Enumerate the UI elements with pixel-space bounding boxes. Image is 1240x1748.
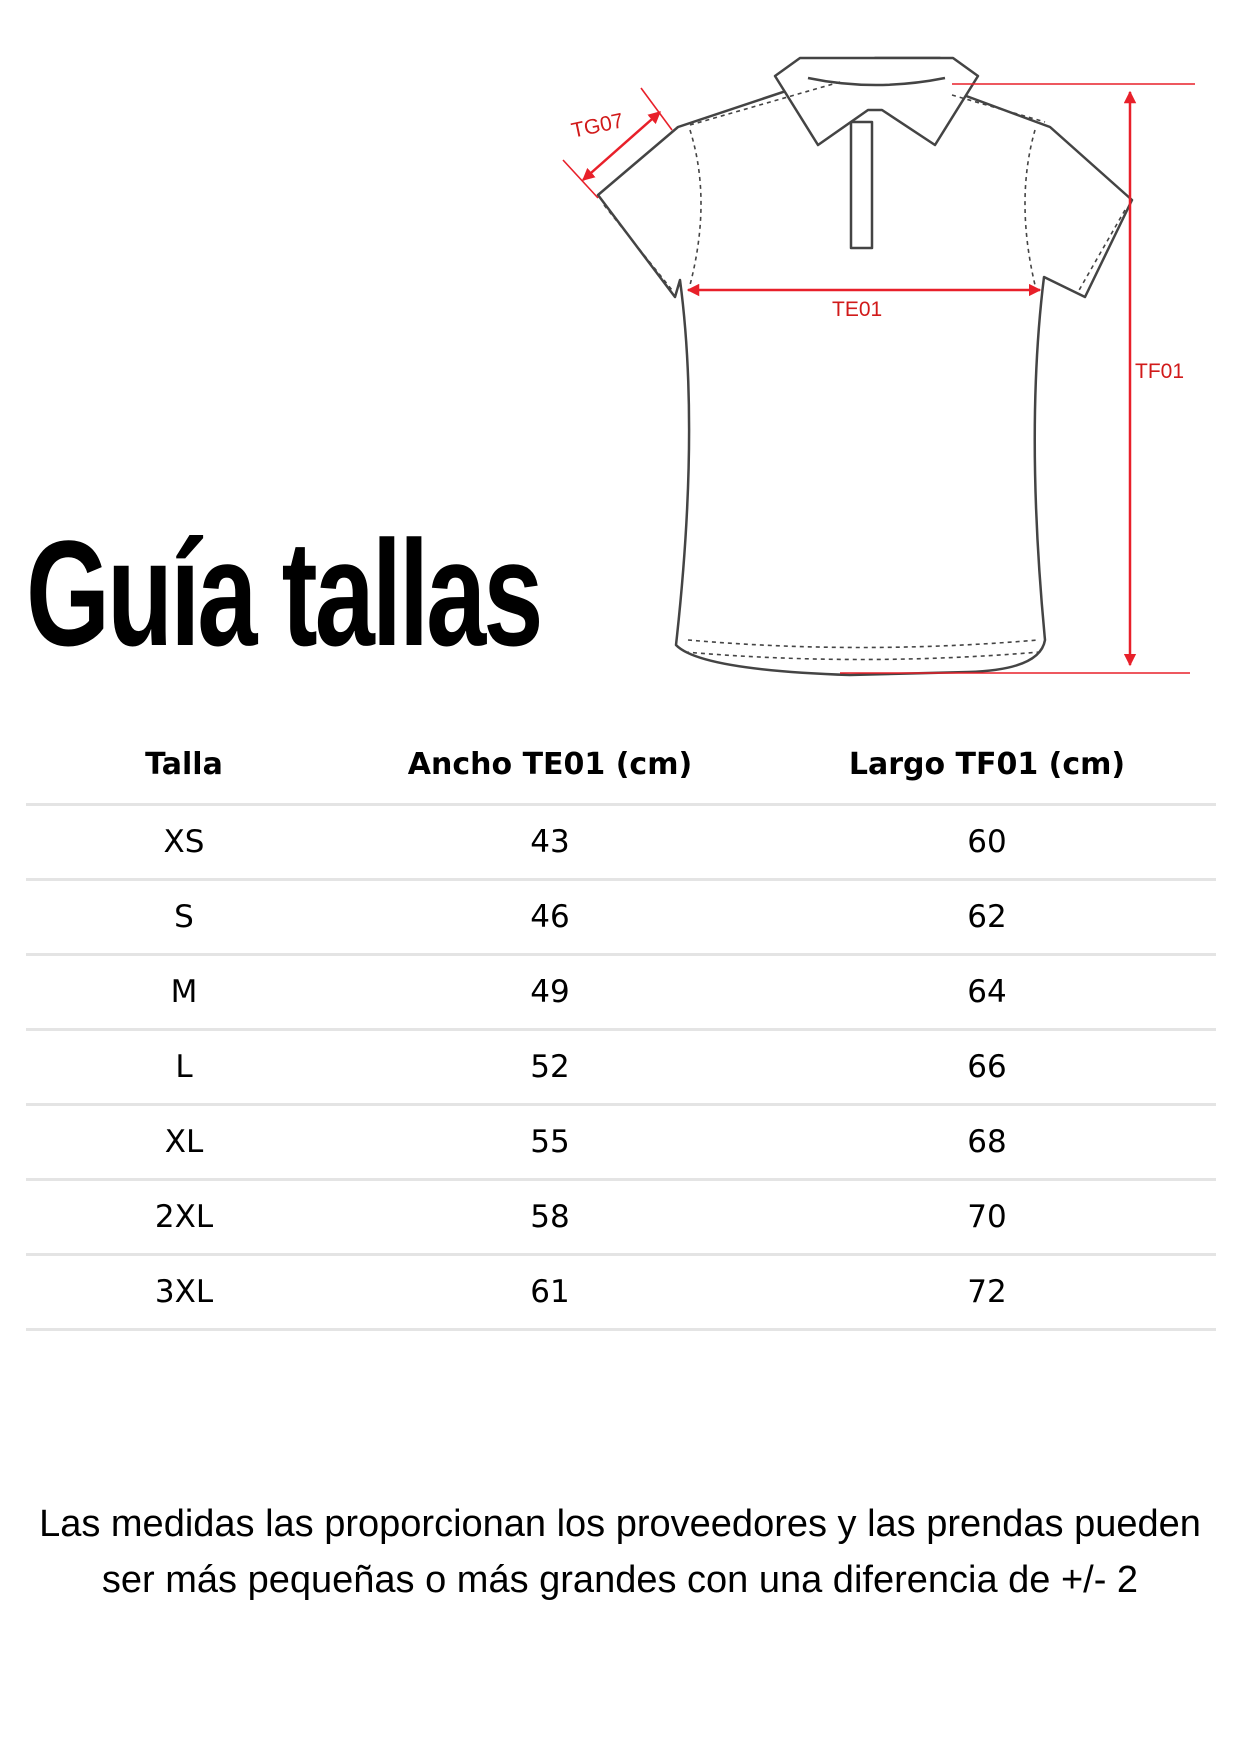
sleeve-label: TG07 (569, 109, 626, 143)
cell-length: 70 (967, 1199, 1007, 1235)
cell-width: 46 (530, 899, 570, 935)
table-row (26, 1031, 1216, 1106)
table-row (26, 956, 1216, 1031)
cell-size: M (170, 974, 198, 1010)
cell-size: 2XL (154, 1199, 214, 1235)
cell-size: S (174, 899, 194, 935)
size-table (26, 725, 1216, 1331)
header-width: Ancho TE01 (cm) (407, 746, 693, 782)
page-title: Guía tallas (26, 509, 541, 677)
cell-width: 43 (530, 824, 570, 860)
length-label: TF01 (1135, 360, 1185, 383)
cell-size: L (175, 1049, 193, 1085)
header-length: Largo TF01 (cm) (848, 746, 1126, 782)
cell-length: 68 (967, 1124, 1007, 1160)
table-row (26, 1256, 1216, 1331)
cell-size: XL (164, 1124, 204, 1160)
cell-length: 60 (967, 824, 1007, 860)
table-row (26, 1181, 1216, 1256)
width-label: TE01 (832, 298, 883, 321)
table-header-row (26, 725, 1216, 806)
cell-size: 3XL (154, 1274, 214, 1310)
cell-size: XS (163, 824, 205, 860)
cell-width: 61 (530, 1274, 570, 1310)
table-row (26, 881, 1216, 956)
cell-width: 58 (530, 1199, 570, 1235)
cell-width: 55 (530, 1124, 570, 1160)
cell-length: 66 (967, 1049, 1007, 1085)
cell-width: 52 (530, 1049, 570, 1085)
cell-width: 49 (530, 974, 570, 1010)
cell-length: 64 (967, 974, 1007, 1010)
shirt-outline (598, 58, 1132, 675)
header-size: Talla (145, 746, 223, 782)
table-row (26, 806, 1216, 881)
cell-length: 72 (967, 1274, 1007, 1310)
table-row (26, 1106, 1216, 1181)
cell-length: 62 (967, 899, 1007, 935)
polo-shirt-diagram (0, 0, 1240, 690)
footnote: Las medidas las proporcionan los proveedores y las prendas pueden ser más pequeñas o más grandes con una diferencia de +/- 2 (39, 1503, 1201, 1601)
